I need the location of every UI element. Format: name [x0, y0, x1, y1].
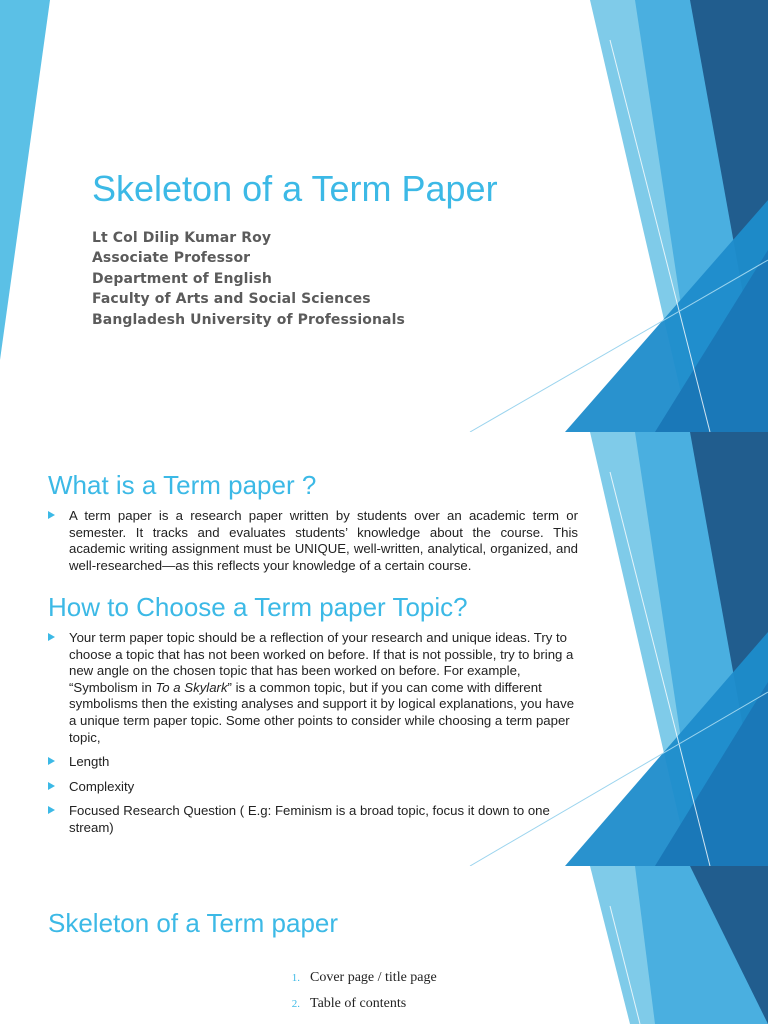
list-item	[270, 970, 437, 996]
slide-title: Skeleton of a Term Paper	[92, 168, 498, 209]
item-label: Table of contents	[310, 996, 407, 1011]
content-slide	[0, 432, 768, 866]
section-heading-topic: How to Choose a Term paper Topic?	[48, 592, 468, 622]
skeleton-slide	[0, 866, 768, 1024]
bullet-arrow-icon	[48, 757, 55, 765]
author-position: Associate Professor	[92, 250, 251, 267]
author-info	[92, 228, 512, 330]
topic-text: Your term paper topic should be a reflection of your research and unique ideas. Try to choose a topic that has not been worked on before. If that is not possible, try to bring a new angle on the chosen topic that has been worked on before. For example, “Symbolism in To a Skylark” is a common topic, but if you can come with different symbolisms then the existing analyses and support it by logical explanations, you have a unique term paper topic. Some other points to consider while choosing a term paper topic,	[69, 630, 575, 745]
author-name: Lt Col Dilip Kumar Roy	[92, 230, 272, 246]
item-label: Cover page / title page	[310, 970, 437, 985]
point-complexity: Complexity	[69, 778, 135, 794]
definition-list	[48, 508, 578, 574]
point-length: Length	[69, 754, 110, 770]
bullet-arrow-icon	[48, 806, 55, 814]
list-item	[48, 754, 578, 771]
definition-text: A term paper is a research paper written by students over an academic term or semester. It tracks and evaluates students’ knowledge about the course. This academic writing assignment must be UNIQUE, well-written, analytical, organized, and well-researched—as this reflects your knowledge of a certain course.	[69, 508, 578, 573]
author-faculty: Faculty of Arts and Social Sciences	[92, 291, 371, 308]
section-heading-skeleton: Skeleton of a Term paper	[48, 908, 339, 938]
author-university: Bangladesh University of Professionals	[92, 311, 405, 328]
list-item	[48, 508, 578, 574]
list-item	[270, 996, 437, 1022]
list-item	[48, 803, 578, 836]
title-slide	[0, 0, 768, 432]
item-number: 1.	[291, 972, 300, 984]
topic-list	[48, 630, 578, 837]
bullet-arrow-icon	[48, 511, 55, 519]
section-heading-definition: What is a Term paper ?	[48, 470, 317, 500]
point-research-question: Focused Research Question ( E.g: Feminism is a broad topic, focus it down to one stream)	[69, 803, 550, 835]
list-item	[48, 630, 578, 746]
slide-decoration-right	[0, 0, 768, 432]
item-number: 2.	[291, 998, 300, 1010]
bullet-arrow-icon	[48, 782, 55, 790]
skeleton-list	[270, 970, 437, 1022]
author-department: Department of English	[92, 270, 272, 287]
list-item	[48, 779, 578, 796]
bullet-arrow-icon	[48, 633, 55, 641]
